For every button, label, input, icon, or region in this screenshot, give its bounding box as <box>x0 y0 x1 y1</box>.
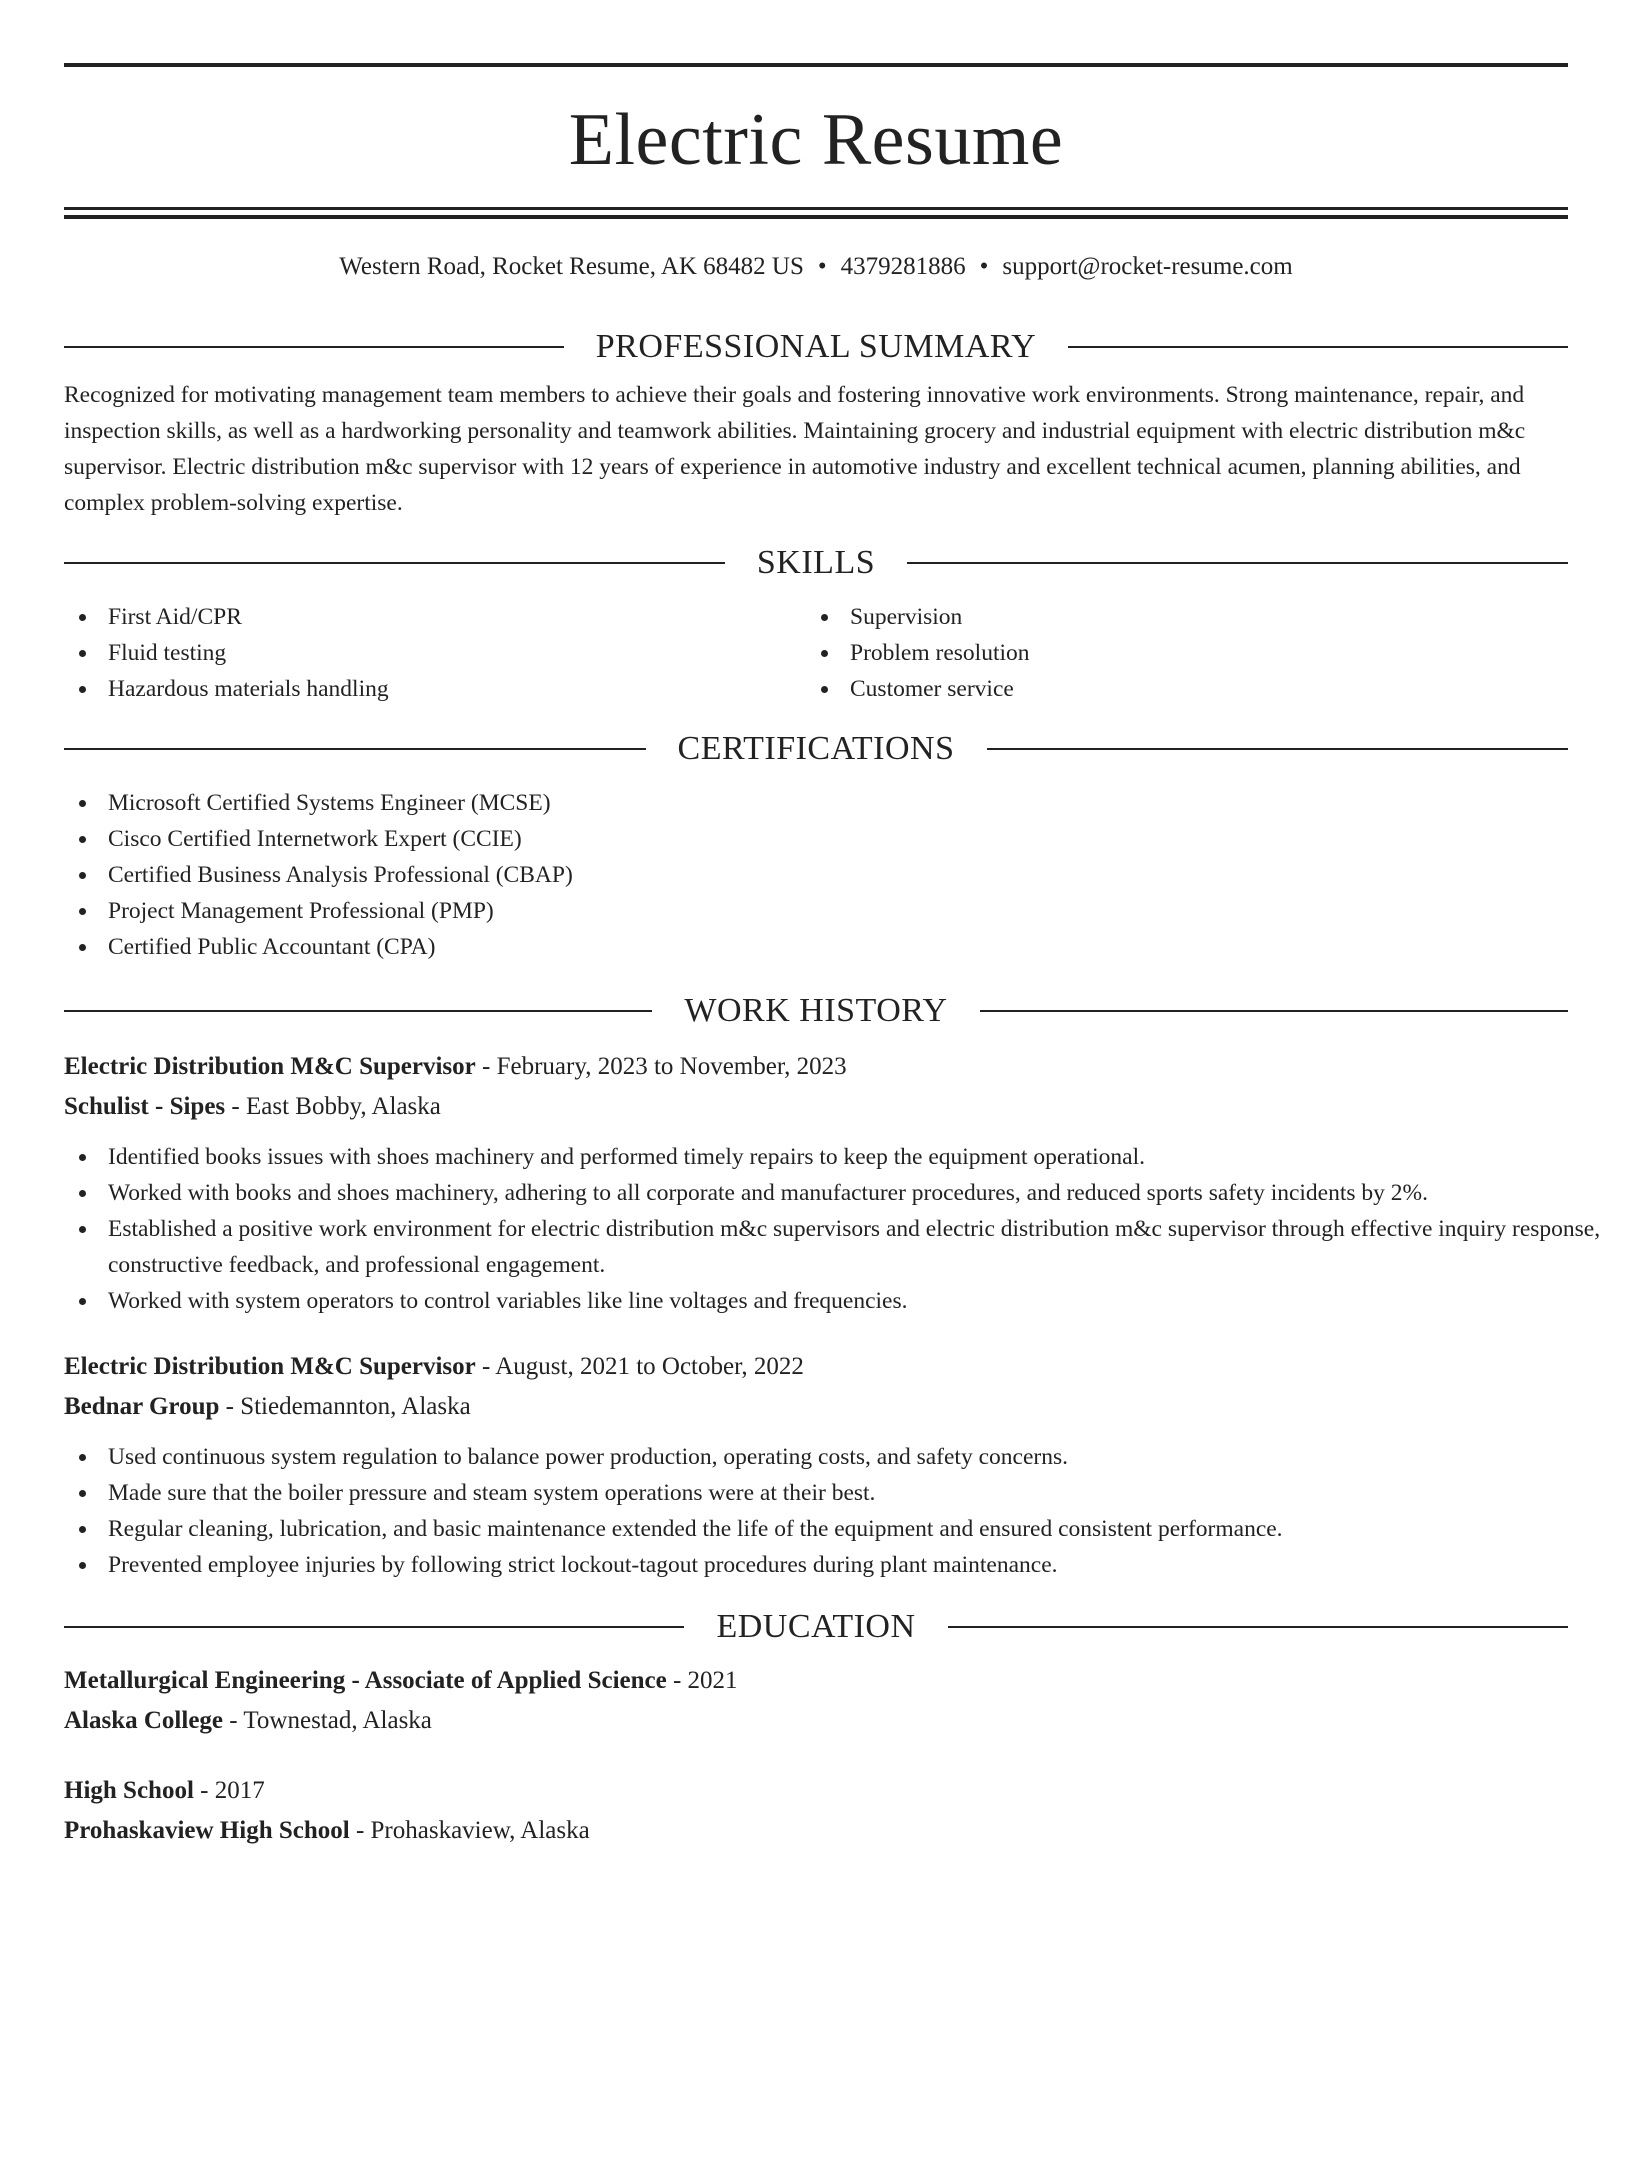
job-title-line <box>64 1047 1632 1087</box>
summary-title: PROFESSIONAL SUMMARY <box>595 328 1037 365</box>
contact-separator: • <box>817 253 827 280</box>
certification-item: Certified Business Analysis Professional (CBAP) <box>64 857 1632 893</box>
education-school-line <box>64 1811 1632 1851</box>
education-degree-line <box>64 1661 1632 1701</box>
divider <box>64 1010 652 1012</box>
job-role: Electric Distribution M&C Supervisor <box>64 1053 476 1080</box>
education-entry <box>64 1661 1632 1741</box>
contact-address: Western Road, Rocket Resume, AK 68482 US <box>339 253 804 280</box>
job-bullet: Prevented employee injuries by following strict lockout-tagout procedures during plant maintenance. <box>64 1547 1632 1583</box>
work-heading <box>64 991 1568 1031</box>
divider <box>64 562 725 564</box>
education-entry <box>64 1771 1632 1851</box>
contact-line <box>64 251 1568 283</box>
job-bullets <box>64 1439 1632 1583</box>
education-year: - 2017 <box>193 1777 265 1804</box>
summary-heading <box>64 327 1568 367</box>
top-rule <box>64 63 1568 67</box>
work-title: WORK HISTORY <box>684 992 948 1029</box>
resume-page <box>64 63 1632 1851</box>
divider <box>64 748 646 750</box>
education-degree: Metallurgical Engineering - Associate of Applied Science <box>64 1667 667 1694</box>
job-role: Electric Distribution M&C Supervisor <box>64 1353 476 1380</box>
education-location: - Townestad, Alaska <box>223 1707 432 1734</box>
divider <box>64 1626 684 1628</box>
skill-item: First Aid/CPR <box>64 599 806 635</box>
divider <box>987 748 1569 750</box>
education-school-line <box>64 1701 1632 1741</box>
divider <box>64 346 564 348</box>
job-title-line <box>64 1347 1632 1387</box>
education-year: - 2021 <box>666 1667 738 1694</box>
certifications-list <box>64 785 1632 965</box>
education-heading <box>64 1607 1568 1647</box>
job-bullet: Worked with books and shoes machinery, adhering to all corporate and manufacturer procedures, and reduced sports safety incidents by 2%. <box>64 1175 1632 1211</box>
job-bullet: Identified books issues with shoes machinery and performed timely repairs to keep the equipment operational. <box>64 1139 1632 1175</box>
job-dates: - August, 2021 to October, 2022 <box>475 1353 804 1380</box>
job-bullet: Used continuous system regulation to balance power production, operating costs, and safety concerns. <box>64 1439 1632 1475</box>
skills-title: SKILLS <box>756 544 876 581</box>
job-company-line <box>64 1387 1632 1427</box>
job-bullet: Established a positive work environment for electric distribution m&c supervisors and electric distribution m&c supervisor through effective inquiry response, constructive feedback, and professional engagement. <box>64 1211 1632 1283</box>
contact-separator: • <box>979 253 989 280</box>
job-entry <box>64 1347 1632 1583</box>
contact-phone: 4379281886 <box>840 253 966 280</box>
job-location: - East Bobby, Alaska <box>225 1093 441 1120</box>
skills-heading <box>64 543 1568 583</box>
job-company: Schulist - Sipes <box>64 1093 226 1120</box>
education-school: Alaska College <box>64 1707 224 1734</box>
job-bullet: Made sure that the boiler pressure and steam system operations were at their best. <box>64 1475 1632 1511</box>
certification-item: Cisco Certified Internetwork Expert (CCIE) <box>64 821 1632 857</box>
divider <box>980 1010 1568 1012</box>
divider <box>948 1626 1568 1628</box>
skills-list <box>64 599 1568 707</box>
job-company-line <box>64 1087 1632 1127</box>
education-degree-line <box>64 1771 1632 1811</box>
skills-column-left <box>64 599 806 707</box>
job-entry <box>64 1047 1632 1319</box>
education-location: - Prohaskaview, Alaska <box>349 1817 590 1844</box>
education-degree: High School <box>64 1777 194 1804</box>
contact-email: support@rocket-resume.com <box>1002 253 1293 280</box>
resume-name: Electric Resume <box>568 99 1064 181</box>
divider <box>907 562 1568 564</box>
certifications-title: CERTIFICATIONS <box>677 730 955 767</box>
skill-item: Fluid testing <box>64 635 806 671</box>
job-bullet: Regular cleaning, lubrication, and basic maintenance extended the life of the equipment and ensured consistent performance. <box>64 1511 1632 1547</box>
skill-item: Supervision <box>806 599 1548 635</box>
job-bullets <box>64 1139 1632 1319</box>
certification-item: Project Management Professional (PMP) <box>64 893 1632 929</box>
divider <box>1068 346 1568 348</box>
education-title: EDUCATION <box>716 1608 916 1645</box>
job-bullet: Worked with system operators to control variables like line voltages and frequencies. <box>64 1283 1632 1319</box>
certification-item: Certified Public Accountant (CPA) <box>64 929 1632 965</box>
education-school: Prohaskaview High School <box>64 1817 350 1844</box>
skill-item: Hazardous materials handling <box>64 671 806 707</box>
job-dates: - February, 2023 to November, 2023 <box>475 1053 847 1080</box>
double-rule <box>64 207 1568 219</box>
summary-text: Recognized for motivating management team members to achieve their goals and fostering innovative work environments. Strong maintenance, repair, and inspection skills, as well as a hardworking personality and teamwork abilities. Maintaining grocery and industrial equipment with electric distribution m&c supervisor. Electric distribution m&c supervisor with 12 years of experience in automotive industry and excellent technical acumen, planning abilities, and complex problem-solving expertise. <box>64 382 1526 516</box>
skills-column-right <box>806 599 1548 707</box>
certification-item: Microsoft Certified Systems Engineer (MCSE) <box>64 785 1632 821</box>
job-location: - Stiedemannton, Alaska <box>219 1393 471 1420</box>
certifications-heading <box>64 729 1568 769</box>
skill-item: Customer service <box>806 671 1548 707</box>
skill-item: Problem resolution <box>806 635 1548 671</box>
job-company: Bednar Group <box>64 1393 220 1420</box>
